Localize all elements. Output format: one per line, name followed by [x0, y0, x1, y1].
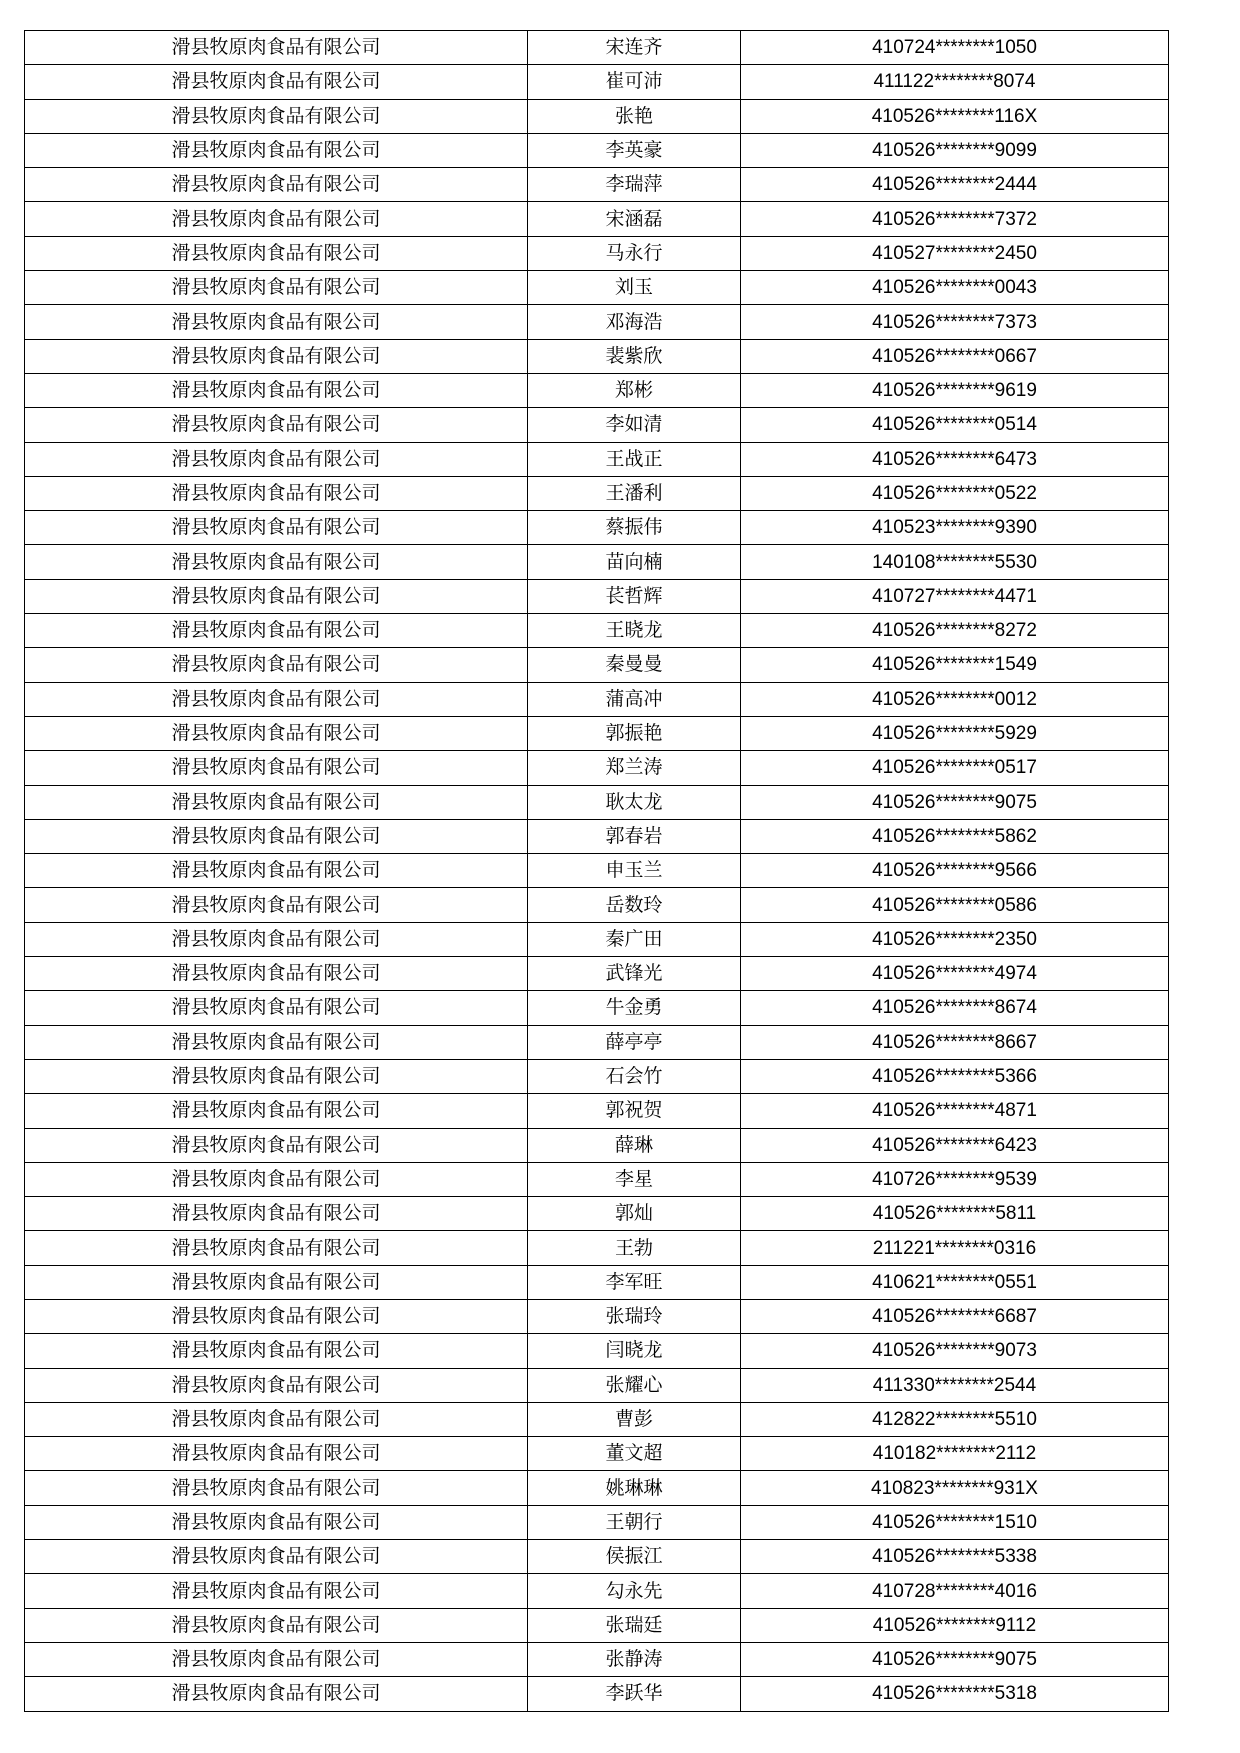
company-cell: 滑县牧原肉食品有限公司	[25, 1608, 528, 1642]
id-number-cell: 410526********7372	[741, 202, 1169, 236]
person-name-cell: 张静涛	[528, 1642, 741, 1676]
id-number-cell: 211221********0316	[741, 1231, 1169, 1265]
id-number-cell: 410728********4016	[741, 1574, 1169, 1608]
table-row	[25, 751, 1169, 785]
person-name-cell: 董文超	[528, 1437, 741, 1471]
company-cell: 滑县牧原肉食品有限公司	[25, 168, 528, 202]
id-number-cell: 410526********5318	[741, 1677, 1169, 1711]
company-cell: 滑县牧原肉食品有限公司	[25, 373, 528, 407]
person-name-cell: 郭灿	[528, 1197, 741, 1231]
table-row	[25, 648, 1169, 682]
person-name-cell: 李星	[528, 1162, 741, 1196]
company-cell: 滑县牧原肉食品有限公司	[25, 1540, 528, 1574]
person-name-cell: 曹彭	[528, 1402, 741, 1436]
person-name-cell: 王朝行	[528, 1505, 741, 1539]
id-number-cell: 410526********9073	[741, 1334, 1169, 1368]
company-cell: 滑县牧原肉食品有限公司	[25, 1402, 528, 1436]
id-number-cell: 410526********0514	[741, 408, 1169, 442]
table-row	[25, 1540, 1169, 1574]
roster-sheet	[24, 30, 1168, 1712]
person-name-cell: 郭春岩	[528, 819, 741, 853]
table-row	[25, 133, 1169, 167]
person-name-cell: 刘玉	[528, 271, 741, 305]
table-row	[25, 922, 1169, 956]
person-name-cell: 勾永先	[528, 1574, 741, 1608]
person-name-cell: 王潘利	[528, 476, 741, 510]
person-name-cell: 蒲高冲	[528, 682, 741, 716]
company-cell: 滑县牧原肉食品有限公司	[25, 1025, 528, 1059]
company-cell: 滑县牧原肉食品有限公司	[25, 31, 528, 65]
table-row	[25, 1059, 1169, 1093]
company-cell: 滑县牧原肉食品有限公司	[25, 65, 528, 99]
person-name-cell: 郭祝贺	[528, 1094, 741, 1128]
person-name-cell: 张艳	[528, 99, 741, 133]
company-cell: 滑县牧原肉食品有限公司	[25, 236, 528, 270]
company-cell: 滑县牧原肉食品有限公司	[25, 1265, 528, 1299]
person-name-cell: 宋连齐	[528, 31, 741, 65]
person-name-cell: 苗向楠	[528, 545, 741, 579]
id-number-cell: 410526********8667	[741, 1025, 1169, 1059]
company-cell: 滑县牧原肉食品有限公司	[25, 1197, 528, 1231]
person-name-cell: 秦曼曼	[528, 648, 741, 682]
person-name-cell: 牛金勇	[528, 991, 741, 1025]
person-name-cell: 岳数玲	[528, 888, 741, 922]
id-number-cell: 410726********9539	[741, 1162, 1169, 1196]
table-row	[25, 1162, 1169, 1196]
company-cell: 滑县牧原肉食品有限公司	[25, 511, 528, 545]
company-cell: 滑县牧原肉食品有限公司	[25, 1334, 528, 1368]
company-cell: 滑县牧原肉食品有限公司	[25, 1128, 528, 1162]
table-row	[25, 1128, 1169, 1162]
company-cell: 滑县牧原肉食品有限公司	[25, 819, 528, 853]
table-row	[25, 31, 1169, 65]
person-name-cell: 张耀心	[528, 1368, 741, 1402]
company-cell: 滑县牧原肉食品有限公司	[25, 271, 528, 305]
person-name-cell: 王晓龙	[528, 614, 741, 648]
id-number-cell: 410526********0517	[741, 751, 1169, 785]
table-row	[25, 1505, 1169, 1539]
company-cell: 滑县牧原肉食品有限公司	[25, 785, 528, 819]
id-number-cell: 410621********0551	[741, 1265, 1169, 1299]
id-number-cell: 410526********116X	[741, 99, 1169, 133]
person-name-cell: 薛亭亭	[528, 1025, 741, 1059]
company-cell: 滑县牧原肉食品有限公司	[25, 888, 528, 922]
table-row	[25, 1025, 1169, 1059]
id-number-cell: 411330********2544	[741, 1368, 1169, 1402]
table-row	[25, 1677, 1169, 1711]
person-name-cell: 武锋光	[528, 957, 741, 991]
person-name-cell: 郑兰涛	[528, 751, 741, 785]
company-cell: 滑县牧原肉食品有限公司	[25, 1437, 528, 1471]
table-row	[25, 202, 1169, 236]
id-number-cell: 410526********9619	[741, 373, 1169, 407]
table-row	[25, 442, 1169, 476]
company-cell: 滑县牧原肉食品有限公司	[25, 614, 528, 648]
id-number-cell: 410182********2112	[741, 1437, 1169, 1471]
person-name-cell: 邓海浩	[528, 305, 741, 339]
table-row	[25, 511, 1169, 545]
id-number-cell: 140108********5530	[741, 545, 1169, 579]
company-cell: 滑县牧原肉食品有限公司	[25, 339, 528, 373]
company-cell: 滑县牧原肉食品有限公司	[25, 1231, 528, 1265]
table-row	[25, 614, 1169, 648]
company-cell: 滑县牧原肉食品有限公司	[25, 1471, 528, 1505]
id-number-cell: 410526********5338	[741, 1540, 1169, 1574]
company-cell: 滑县牧原肉食品有限公司	[25, 1642, 528, 1676]
company-cell: 滑县牧原肉食品有限公司	[25, 579, 528, 613]
id-number-cell: 410526********0586	[741, 888, 1169, 922]
person-name-cell: 郭振艳	[528, 716, 741, 750]
person-name-cell: 闫晓龙	[528, 1334, 741, 1368]
person-name-cell: 石会竹	[528, 1059, 741, 1093]
person-name-cell: 姚琳琳	[528, 1471, 741, 1505]
company-cell: 滑县牧原肉食品有限公司	[25, 99, 528, 133]
id-number-cell: 410526********4871	[741, 1094, 1169, 1128]
person-name-cell: 耿太龙	[528, 785, 741, 819]
company-cell: 滑县牧原肉食品有限公司	[25, 1059, 528, 1093]
id-number-cell: 410526********8674	[741, 991, 1169, 1025]
company-cell: 滑县牧原肉食品有限公司	[25, 1505, 528, 1539]
company-cell: 滑县牧原肉食品有限公司	[25, 133, 528, 167]
company-cell: 滑县牧原肉食品有限公司	[25, 1368, 528, 1402]
person-name-cell: 李瑞萍	[528, 168, 741, 202]
table-row	[25, 1197, 1169, 1231]
table-row	[25, 1642, 1169, 1676]
id-number-cell: 410727********4471	[741, 579, 1169, 613]
id-number-cell: 410526********1549	[741, 648, 1169, 682]
table-row	[25, 854, 1169, 888]
company-cell: 滑县牧原肉食品有限公司	[25, 202, 528, 236]
person-name-cell: 李英豪	[528, 133, 741, 167]
person-name-cell: 蔡振伟	[528, 511, 741, 545]
table-row	[25, 888, 1169, 922]
table-row	[25, 99, 1169, 133]
id-number-cell: 410526********2444	[741, 168, 1169, 202]
table-row	[25, 1265, 1169, 1299]
company-cell: 滑县牧原肉食品有限公司	[25, 751, 528, 785]
person-name-cell: 李如清	[528, 408, 741, 442]
table-row	[25, 476, 1169, 510]
person-name-cell: 郑彬	[528, 373, 741, 407]
id-number-cell: 410526********9112	[741, 1608, 1169, 1642]
table-row	[25, 716, 1169, 750]
table-row	[25, 373, 1169, 407]
table-row	[25, 271, 1169, 305]
id-number-cell: 410526********8272	[741, 614, 1169, 648]
id-number-cell: 410526********6423	[741, 1128, 1169, 1162]
table-row	[25, 236, 1169, 270]
person-name-cell: 李跃华	[528, 1677, 741, 1711]
person-name-cell: 秦广田	[528, 922, 741, 956]
id-number-cell: 410526********5929	[741, 716, 1169, 750]
company-cell: 滑县牧原肉食品有限公司	[25, 442, 528, 476]
id-number-cell: 410526********6687	[741, 1299, 1169, 1333]
person-name-cell: 侯振江	[528, 1540, 741, 1574]
table-row	[25, 1334, 1169, 1368]
company-cell: 滑县牧原肉食品有限公司	[25, 1574, 528, 1608]
company-cell: 滑县牧原肉食品有限公司	[25, 716, 528, 750]
table-row	[25, 1608, 1169, 1642]
table-row	[25, 579, 1169, 613]
company-cell: 滑县牧原肉食品有限公司	[25, 854, 528, 888]
id-number-cell: 411122********8074	[741, 65, 1169, 99]
company-cell: 滑县牧原肉食品有限公司	[25, 476, 528, 510]
id-number-cell: 410526********0012	[741, 682, 1169, 716]
company-cell: 滑县牧原肉食品有限公司	[25, 1162, 528, 1196]
person-name-cell: 苌哲辉	[528, 579, 741, 613]
person-name-cell: 王战正	[528, 442, 741, 476]
person-name-cell: 薛琳	[528, 1128, 741, 1162]
company-cell: 滑县牧原肉食品有限公司	[25, 1094, 528, 1128]
company-cell: 滑县牧原肉食品有限公司	[25, 648, 528, 682]
company-cell: 滑县牧原肉食品有限公司	[25, 922, 528, 956]
table-row	[25, 1471, 1169, 1505]
table-row	[25, 682, 1169, 716]
id-number-cell: 410526********0667	[741, 339, 1169, 373]
company-cell: 滑县牧原肉食品有限公司	[25, 991, 528, 1025]
id-number-cell: 410526********5862	[741, 819, 1169, 853]
id-number-cell: 410527********2450	[741, 236, 1169, 270]
table-row	[25, 991, 1169, 1025]
id-number-cell: 410526********5366	[741, 1059, 1169, 1093]
table-row	[25, 1231, 1169, 1265]
person-name-cell: 崔可沛	[528, 65, 741, 99]
id-number-cell: 412822********5510	[741, 1402, 1169, 1436]
person-name-cell: 宋涵磊	[528, 202, 741, 236]
id-number-cell: 410526********4974	[741, 957, 1169, 991]
id-number-cell: 410526********9075	[741, 785, 1169, 819]
roster-table-body	[25, 31, 1169, 1712]
company-cell: 滑县牧原肉食品有限公司	[25, 305, 528, 339]
table-row	[25, 1299, 1169, 1333]
person-name-cell: 王勃	[528, 1231, 741, 1265]
table-row	[25, 1368, 1169, 1402]
company-cell: 滑县牧原肉食品有限公司	[25, 408, 528, 442]
id-number-cell: 410526********9075	[741, 1642, 1169, 1676]
company-cell: 滑县牧原肉食品有限公司	[25, 545, 528, 579]
id-number-cell: 410526********5811	[741, 1197, 1169, 1231]
id-number-cell: 410523********9390	[741, 511, 1169, 545]
id-number-cell: 410526********0043	[741, 271, 1169, 305]
person-name-cell: 马永行	[528, 236, 741, 270]
company-cell: 滑县牧原肉食品有限公司	[25, 682, 528, 716]
company-cell: 滑县牧原肉食品有限公司	[25, 1299, 528, 1333]
table-row	[25, 168, 1169, 202]
id-number-cell: 410526********1510	[741, 1505, 1169, 1539]
table-row	[25, 408, 1169, 442]
table-row	[25, 1402, 1169, 1436]
company-cell: 滑县牧原肉食品有限公司	[25, 1677, 528, 1711]
table-row	[25, 957, 1169, 991]
id-number-cell: 410724********1050	[741, 31, 1169, 65]
table-row	[25, 1094, 1169, 1128]
table-row	[25, 545, 1169, 579]
company-cell: 滑县牧原肉食品有限公司	[25, 957, 528, 991]
id-number-cell: 410823********931X	[741, 1471, 1169, 1505]
table-row	[25, 339, 1169, 373]
person-name-cell: 张瑞玲	[528, 1299, 741, 1333]
roster-table	[24, 30, 1169, 1712]
id-number-cell: 410526********0522	[741, 476, 1169, 510]
table-row	[25, 305, 1169, 339]
id-number-cell: 410526********9099	[741, 133, 1169, 167]
id-number-cell: 410526********2350	[741, 922, 1169, 956]
id-number-cell: 410526********6473	[741, 442, 1169, 476]
person-name-cell: 张瑞廷	[528, 1608, 741, 1642]
table-row	[25, 65, 1169, 99]
id-number-cell: 410526********7373	[741, 305, 1169, 339]
person-name-cell: 申玉兰	[528, 854, 741, 888]
id-number-cell: 410526********9566	[741, 854, 1169, 888]
table-row	[25, 819, 1169, 853]
table-row	[25, 785, 1169, 819]
table-row	[25, 1437, 1169, 1471]
person-name-cell: 裴紫欣	[528, 339, 741, 373]
person-name-cell: 李军旺	[528, 1265, 741, 1299]
table-row	[25, 1574, 1169, 1608]
